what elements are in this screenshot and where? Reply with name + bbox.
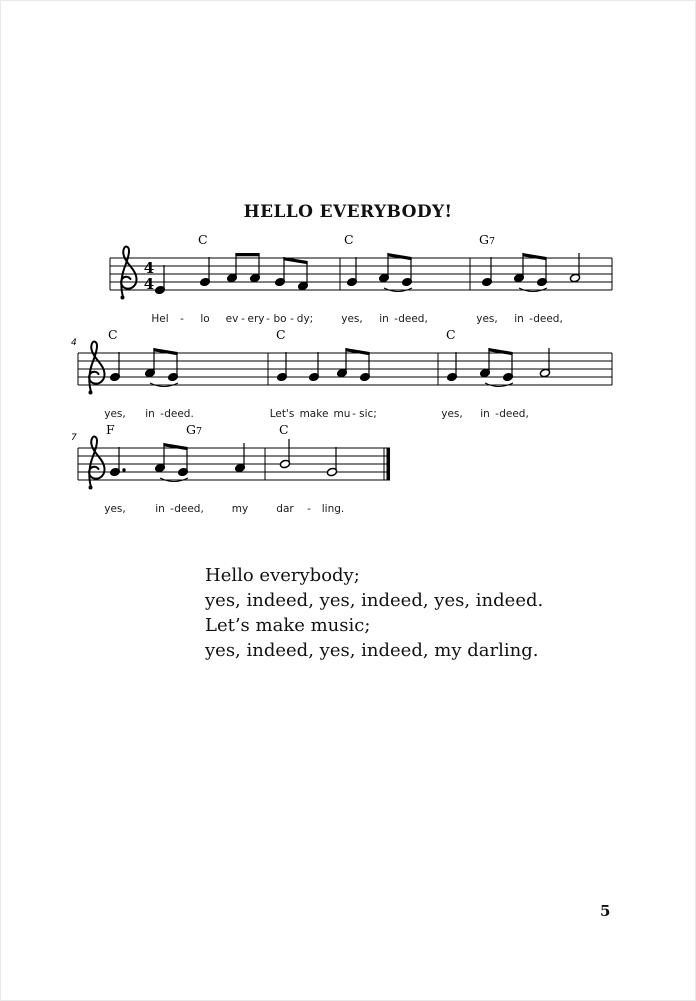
- svg-text:yes,: yes,: [104, 503, 126, 515]
- svg-text:mu: mu: [333, 408, 351, 420]
- svg-text:in: in: [514, 313, 524, 325]
- svg-text:G7: G7: [186, 422, 203, 437]
- svg-text:C: C: [344, 232, 354, 247]
- svg-text:-: -: [495, 408, 499, 420]
- svg-text:yes,: yes,: [341, 313, 363, 325]
- svg-text:make: make: [299, 408, 329, 420]
- page-number: 5: [600, 902, 611, 920]
- svg-text:deed,: deed,: [533, 313, 563, 325]
- svg-text:-: -: [529, 313, 533, 325]
- svg-text:Let's: Let's: [269, 408, 295, 420]
- svg-text:4: 4: [143, 259, 155, 277]
- svg-text:deed.: deed.: [164, 408, 194, 420]
- svg-text:C: C: [276, 327, 286, 342]
- lyrics-line-4: yes, indeed, yes, indeed, my darling.: [205, 640, 539, 661]
- svg-text:in: in: [145, 408, 155, 420]
- svg-text:sic;: sic;: [359, 408, 377, 420]
- svg-text:-: -: [352, 408, 356, 420]
- svg-text:deed,: deed,: [174, 503, 204, 515]
- svg-text:ling.: ling.: [321, 503, 345, 515]
- svg-text:yes,: yes,: [441, 408, 463, 420]
- svg-text:7: 7: [71, 433, 77, 443]
- svg-text:C: C: [108, 327, 118, 342]
- svg-text:ery: ery: [247, 313, 265, 325]
- svg-text:lo: lo: [200, 313, 210, 325]
- svg-text:4: 4: [143, 275, 155, 293]
- svg-text:yes,: yes,: [476, 313, 498, 325]
- lyrics-line-2: yes, indeed, yes, indeed, yes, indeed.: [205, 590, 544, 611]
- song-title: HELLO EVERYBODY!: [243, 202, 453, 222]
- svg-text:C: C: [198, 232, 208, 247]
- lyrics-line-3: Let’s make music;: [205, 615, 371, 636]
- svg-text:dar: dar: [276, 503, 294, 515]
- svg-text:-: -: [394, 313, 398, 325]
- svg-text:deed,: deed,: [398, 313, 428, 325]
- svg-text:dy;: dy;: [296, 313, 314, 325]
- svg-text:deed,: deed,: [499, 408, 529, 420]
- svg-text:G7: G7: [479, 232, 496, 247]
- svg-text:in: in: [480, 408, 490, 420]
- svg-text:-: -: [290, 313, 294, 325]
- svg-text:F: F: [106, 422, 115, 437]
- svg-text:ev: ev: [225, 313, 239, 325]
- svg-text:-: -: [307, 503, 311, 515]
- svg-text:in: in: [155, 503, 165, 515]
- svg-text:-: -: [160, 408, 164, 420]
- svg-text:-: -: [170, 503, 174, 515]
- staff-svg: [70, 418, 398, 536]
- svg-text:my: my: [231, 503, 249, 515]
- lyrics-line-1: Hello everybody;: [205, 565, 360, 586]
- svg-text:-: -: [266, 313, 270, 325]
- svg-text:-: -: [241, 313, 245, 325]
- svg-text:4: 4: [71, 338, 77, 348]
- svg-text:in: in: [379, 313, 389, 325]
- music-system-3: [70, 418, 398, 536]
- svg-text:C: C: [446, 327, 456, 342]
- svg-text:C: C: [279, 422, 289, 437]
- svg-text:-: -: [180, 313, 184, 325]
- svg-text:yes,: yes,: [104, 408, 126, 420]
- svg-text:bo: bo: [273, 313, 287, 325]
- lyrics-block: [205, 563, 543, 663]
- svg-text:Hel: Hel: [151, 313, 169, 325]
